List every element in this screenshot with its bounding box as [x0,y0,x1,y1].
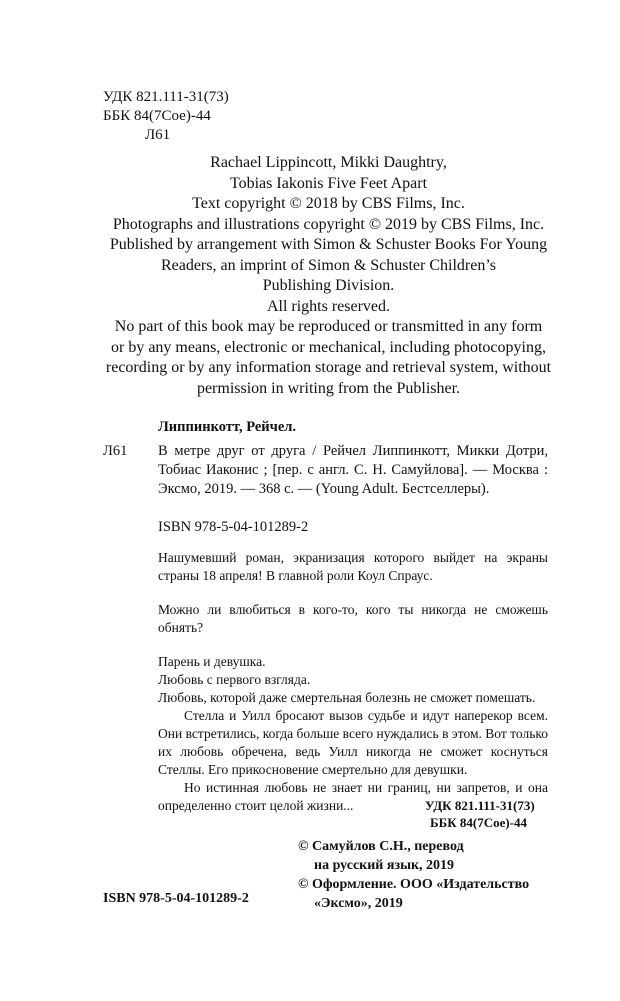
copyright-line: Photographs and illustrations copyright © 2019 by CBS Films, Inc. [112,215,545,233]
author-code: Л61 [145,127,171,143]
footer-classification [425,797,535,831]
bbk-code: ББК 84(7Сое)-44 [103,108,211,124]
rights-line: на русский язык, 2019 [314,858,455,873]
copyright-line: Tobias Iakonis Five Feet Apart [229,174,428,192]
footer-isbn: ISBN 978-5-04-101289-2 [103,891,249,906]
footer-udk: УДК 821.111-31(73) [425,798,535,813]
classification-block [103,88,229,145]
annotation-line: Любовь с первого взгляда. [158,672,311,687]
annotation-question: Можно ли влюбиться в кого-то, кого ты никогда не сможешь обнять? [158,602,548,635]
annotation-intro: Нашумевший роман, экранизация которого выйдет на экраны страны 18 апреля! В главной роли Коул Спраус. [158,550,548,583]
catalog-code: Л61 [103,443,128,459]
annotation-line: Парень и девушка. [158,654,266,669]
copyright-line: recording or by any information storage and retrieval system, without [105,359,552,376]
annotation-line: Стелла и Уилл бросают вызов судьбе и идут наперекор всем. Они встретились, когда больше всего нуждались в этом. Вот только их любовь обречена, ведь Уилл никогда не сможет коснуться Стеллы. Его прикосновение смертельно для девушки. [158,708,548,777]
copyright-line: Rachael Lippincott, Mikki Daughtry, [210,154,447,171]
copyright-block [96,153,561,399]
copyright-line: or by any means, electronic or mechanical, including photocopying, [111,338,546,356]
copyright-line: permission in writing from the Publisher. [196,379,461,397]
rights-line: «Эксмо», 2019 [314,896,403,911]
catalog-description: В метре друг от друга / Рейчел Липпинкотт, Микки Дотри, Тобиас Иаконис ; [пер. с англ. С. Н. Самуйлова]. — Москва : Эксмо, 2019. — 368 с. — (Young Adult. Бестселлеры). [158,443,548,497]
footer-bbk: ББК 84(7Сое)-44 [430,815,528,830]
copyright-line: Published by arrangement with Simon & Schuster Books For Young [109,236,548,253]
copyright-line: Text copyright © 2018 by CBS Films, Inc. [192,195,465,212]
copyright-line: Readers, an imprint of Simon & Schuster Children’s [160,256,497,274]
udk-code: УДК 821.111-31(73) [103,89,229,105]
rights-line: © Оформление. ООО «Издательство [298,877,530,892]
rights-block [298,837,529,913]
copyright-line: No part of this book may be reproduced or transmitted in any form [114,318,543,335]
catalog-isbn: ISBN 978-5-04-101289-2 [158,519,309,535]
copyright-line: All rights reserved. [266,297,391,315]
annotation-line: Но истинная любовь не знает ни границ, ни запретов, и она определенно стоит целой жизни... [158,780,548,813]
catalog-author: Липпинкотт, Рейчел. [158,419,297,435]
copyright-line: Publishing Division. [262,277,395,294]
annotation-line: Любовь, которой даже смертельная болезнь не сможет помешать. [158,690,536,705]
annotation-block [158,549,548,815]
rights-line: © Самуйлов С.Н., перевод [298,839,464,854]
